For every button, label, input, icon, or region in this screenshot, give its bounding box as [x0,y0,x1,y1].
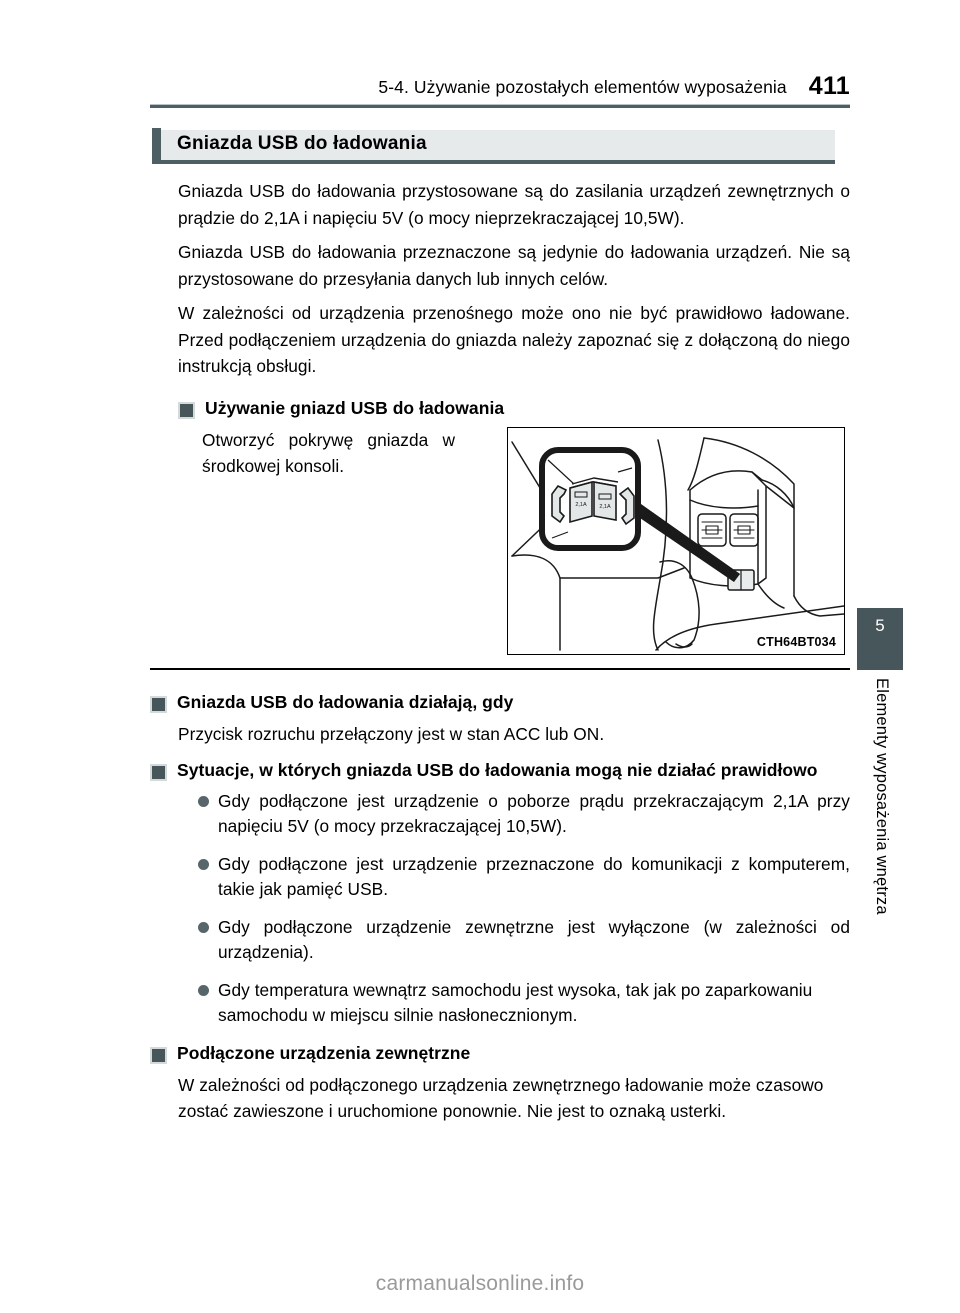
usb-port-illustration-svg [508,428,844,654]
section-divider [150,668,850,670]
breadcrumb: 5-4. Używanie pozostałych elementów wyposażenia [378,77,787,97]
usb-port-illustration [507,427,845,655]
section-accent-bar [152,128,161,162]
square-bullet-icon [150,1047,167,1064]
round-bullet-icon [198,922,209,933]
round-bullet-icon [198,796,209,807]
lower-heading-1-label: Gniazda USB do ładowania działają, gdy [177,692,514,712]
usage-instruction: Otworzyć pokrywę gniazda w środkowej konsoli. [202,429,455,476]
lower-heading-2 [150,758,850,783]
chapter-tab-label: Elementy wyposażenia wnętrza [873,678,891,915]
section-title: Gniazda USB do ładowania [177,133,427,154]
lower-paragraph-3: W zależności od podłączonego urządzenia zewnętrznego ładowanie może czasowo zostać zawieszone i uruchomione ponownie. Nie jest to oznaką usterki. [178,1074,824,1121]
round-bullet-icon [198,985,209,996]
intro-paragraph-3: W zależności od urządzenia przenośnego może ono nie być prawidłowo ładowane. Przed podłączeniem urządzenia do gniazda należy zapoznać się z dołączoną do niego instrukcją obsługi. [178,303,850,376]
lower-heading-3 [150,1041,850,1066]
port-label-left: 2,1A [575,502,587,508]
page-header [150,62,850,98]
list-item [150,978,850,1029]
footer-watermark: carmanualsonline.info [375,1272,585,1295]
intro-paragraph-2: Gniazda USB do ładowania przeznaczone są jedynie do ładowania urządzeń. Nie są przystosowane do przesyłania danych lub innych celów. [178,242,850,289]
square-bullet-icon [150,764,167,781]
header-rule [150,104,850,108]
list-item [150,852,850,903]
usage-heading-label: Używanie gniazd USB do ładowania [205,397,505,418]
lower-paragraph-1: Przycisk rozruchu przełączony jest w stan ACC lub ON. [178,724,605,744]
list-item-text: Gdy temperatura wewnątrz samochodu jest wysoka, tak jak po zaparkowaniu samochodu w miejscu silnie nasłonecznionym. [218,979,813,1025]
page-number: 411 [808,72,850,100]
intro-paragraph-1: Gniazda USB do ładowania przystosowane są do zasilania urządzeń zewnętrznych o prądzie do 2,1A i napięciu 5V (o mocy nieprzekraczającej 10,5W). [178,181,850,228]
list-item-text: Gdy podłączone jest urządzenie przeznaczone do komunikacji z komputerem, takie jak pamięć USB. [218,853,850,899]
figure-code: CTH64BT034 [756,635,836,649]
square-bullet-icon [178,402,195,419]
round-bullet-icon [198,859,209,870]
lower-heading-1 [150,690,850,715]
usage-heading [150,396,850,421]
list-item-text: Gdy podłączone urządzenie zewnętrzne jest wyłączone (w zależności od urządzenia). [218,916,850,962]
lower-heading-3-label: Podłączone urządzenia zewnętrzne [177,1042,471,1063]
list-item-text: Gdy podłączone jest urządzenie o poborze prądu przekraczającym 2,1A przy napięciu 5V (o mocy przekraczającej 10,5W). [218,790,850,836]
list-item [150,789,850,840]
chapter-tab-number: 5 [857,608,903,670]
list-item [150,915,850,966]
port-label-right: 2,1A [599,504,611,510]
lower-sections [150,680,850,1129]
lower-heading-2-label: Sytuacje, w których gniazda USB do ładowania mogą nie działać prawidłowo [177,759,818,780]
square-bullet-icon [150,696,167,713]
section-title-box [152,130,835,164]
